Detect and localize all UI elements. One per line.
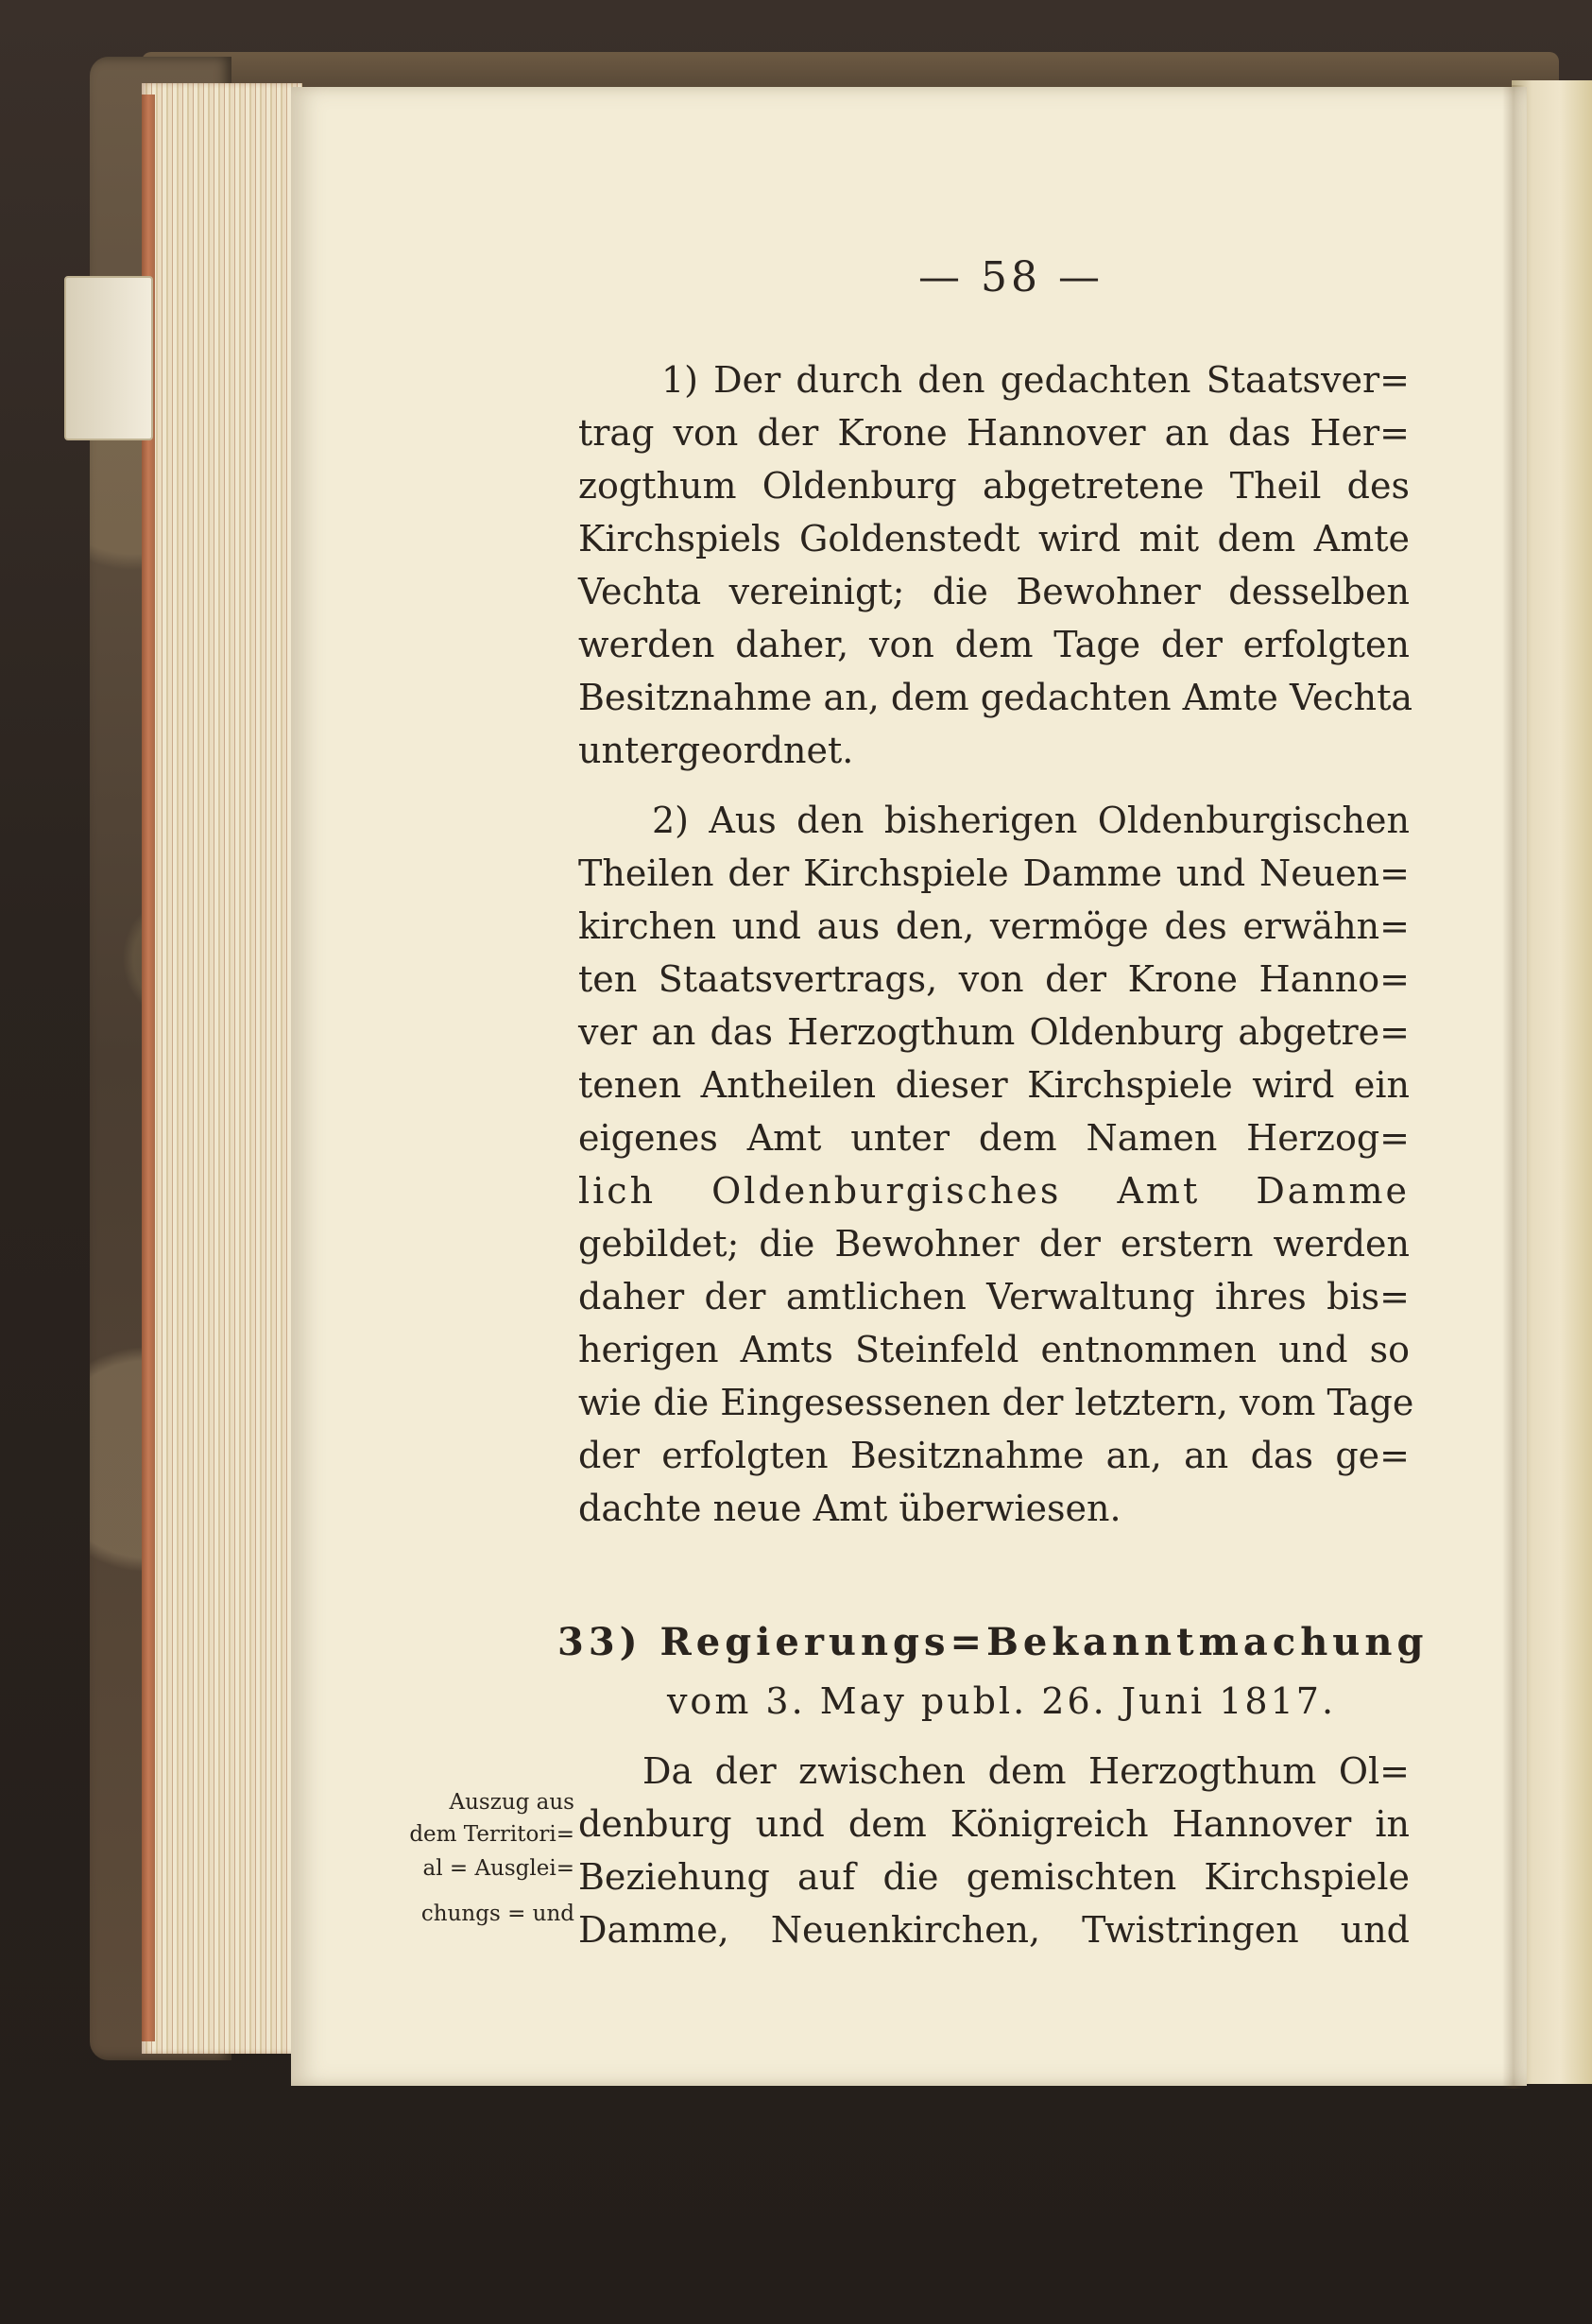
text-line: daher der amtlichen Verwaltung ihres bis= xyxy=(578,1276,1410,1317)
text-line: untergeordnet. xyxy=(578,730,854,771)
text-line: Beziehung auf die gemischten Kirchspiele xyxy=(578,1856,1410,1898)
text-line: zogthum Oldenburg abgetretene Theil des xyxy=(578,465,1410,507)
text-line: eigenes Amt unter dem Namen Herzog= xyxy=(578,1117,1410,1159)
text-line: Theilen der Kirchspiele Damme und Neuen= xyxy=(578,852,1410,894)
text-line: der erfolgten Besitznahme an, an das ge= xyxy=(578,1435,1410,1476)
text-line: Vechta vereinigt; die Bewohner desselben xyxy=(578,571,1410,612)
margin-note-line: Auszug aus xyxy=(449,1790,574,1815)
page-gutter xyxy=(1502,85,1525,2089)
margin-note-line: dem Territori= xyxy=(409,1822,574,1847)
page-edges xyxy=(142,83,302,2054)
heading-date: vom 3. May publ. 26. Juni 1817. xyxy=(666,1680,1337,1722)
text-line: Besitznahme an, dem gedachten Amte Vechta xyxy=(578,677,1413,718)
text-line: trag von der Krone Hannover an das Her= xyxy=(578,412,1410,454)
text-line: 2) Aus den bisherigen Oldenburgischen xyxy=(652,800,1410,841)
bookmark-tab xyxy=(64,276,153,440)
margin-note-line: chungs = und xyxy=(420,1902,574,1926)
text-line: Damme, Neuenkirchen, Twistringen und xyxy=(578,1909,1410,1951)
text-line: werden daher, von dem Tage der erfolgten xyxy=(578,624,1410,665)
heading-title: 33) Regierungs=Bekanntmachung xyxy=(557,1620,1429,1664)
text-line: Kirchspiels Goldenstedt wird mit dem Amte xyxy=(578,518,1410,559)
text-line: 1) Der durch den gedachten Staatsver= xyxy=(661,359,1410,401)
text-line: herigen Amts Steinfeld entnommen und so xyxy=(578,1329,1410,1370)
page-number: — 58 — xyxy=(918,253,1104,301)
text-line: Da der zwischen dem Herzogthum Ol= xyxy=(642,1750,1410,1792)
text-line: tenen Antheilen dieser Kirchspiele wird ein xyxy=(578,1064,1410,1106)
text-line: denburg und dem Königreich Hannover in xyxy=(578,1803,1410,1845)
text-line: dachte neue Amt überwiesen. xyxy=(578,1488,1121,1529)
text-line: ten Staatsvertrags, von der Krone Hanno= xyxy=(578,958,1410,1000)
text-line: gebildet; die Bewohner der erstern werden xyxy=(578,1223,1410,1265)
margin-note-line: al = Ausglei= xyxy=(422,1856,574,1881)
text-line: kirchen und aus den, vermöge des erwähn= xyxy=(578,905,1410,947)
text-line: ver an das Herzogthum Oldenburg abgetre= xyxy=(578,1011,1410,1053)
text-line: wie die Eingesessenen der letztern, vom Tage xyxy=(578,1382,1414,1423)
text-line: lich Oldenburgisches Amt Damme xyxy=(578,1170,1410,1212)
